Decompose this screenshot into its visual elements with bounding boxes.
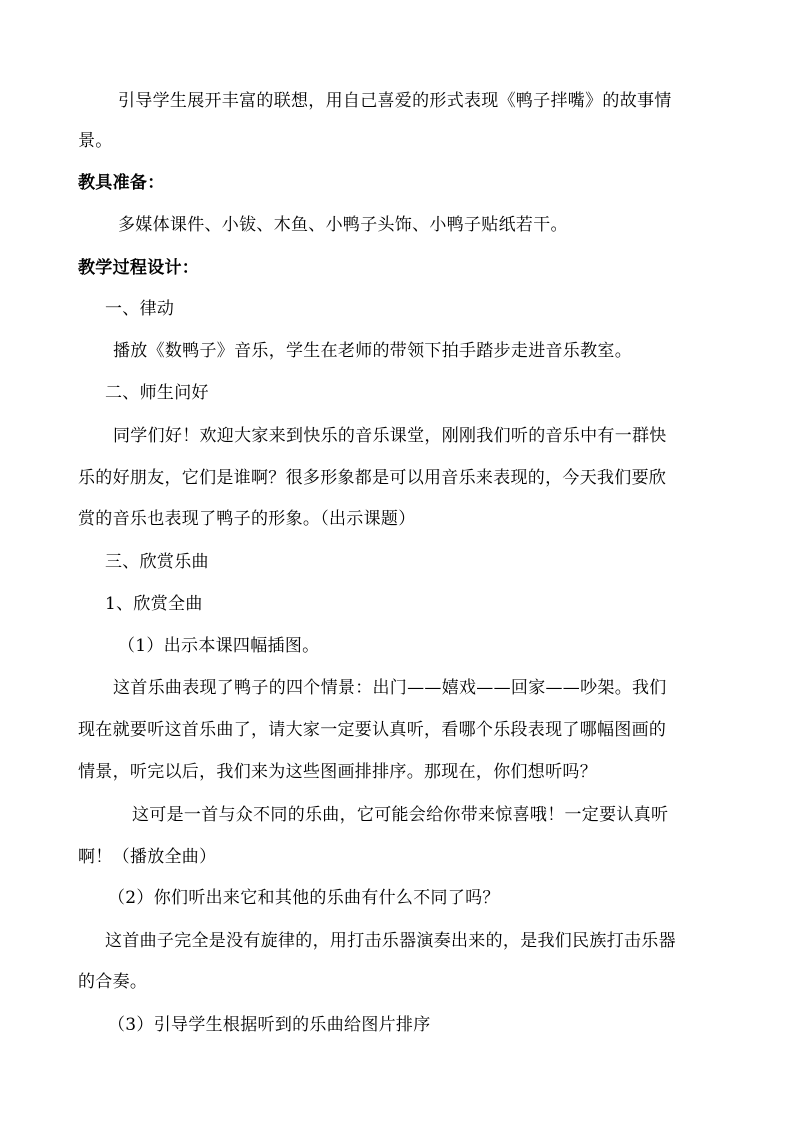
step2-line-3: 赏的音乐也表现了鸭子的形象。（出示课题） [78, 509, 416, 529]
item1-line-5: 啊！（播放全曲） [78, 847, 217, 867]
sub1-heading: 1、欣赏全曲 [105, 594, 203, 614]
step1-heading: 一、律动 [105, 299, 175, 319]
item1-line-1: 这首乐曲表现了鸭子的四个情景：出门——嬉戏——回家——吵架。我们 [113, 678, 667, 698]
item2-heading: （2）你们听出来它和其他的乐曲有什么不同了吗？ [108, 888, 500, 908]
item1-heading: （1）出示本课四幅插图。 [118, 636, 320, 656]
item1-line-2: 现在就要听这首乐曲了，请大家一定要认真听，看哪个乐段表现了哪幅图画的 [78, 720, 667, 740]
goal-paragraph-line-1: 引导学生展开丰富的联想，用自己喜爱的形式表现《鸭子拌嘴》的故事情 [118, 91, 672, 111]
item2-line-2: 的合奏。 [78, 972, 148, 992]
item1-line-4: 这可是一首与众不同的乐曲，它可能会给你带来惊喜哦！一定要认真听 [132, 805, 669, 825]
goal-paragraph-line-2: 景。 [78, 131, 113, 151]
process-heading: 教学过程设计： [78, 258, 200, 278]
materials-text: 多媒体课件、小钹、木鱼、小鸭子头饰、小鸭子贴纸若干。 [118, 215, 568, 235]
materials-heading: 教具准备： [78, 173, 165, 193]
step1-text: 播放《数鸭子》音乐，学生在老师的带领下拍手踏步走进音乐教室。 [113, 341, 632, 361]
item1-line-3: 情景，听完以后，我们来为这些图画排排序。那现在，你们想听吗？ [78, 762, 597, 782]
step2-line-2: 乐的好朋友，它们是谁啊？很多形象都是可以用音乐来表现的，今天我们要欣 [78, 468, 667, 488]
step3-heading: 三、欣赏乐曲 [105, 552, 209, 572]
item2-line-1: 这首曲子完全是没有旋律的，用打击乐器演奏出来的，是我们民族打击乐器 [105, 931, 676, 951]
step2-line-1: 同学们好！欢迎大家来到快乐的音乐课堂，刚刚我们听的音乐中有一群快 [113, 426, 667, 446]
step2-heading: 二、师生问好 [105, 383, 209, 403]
item3-heading: （3）引导学生根据听到的乐曲给图片排序 [108, 1015, 431, 1035]
